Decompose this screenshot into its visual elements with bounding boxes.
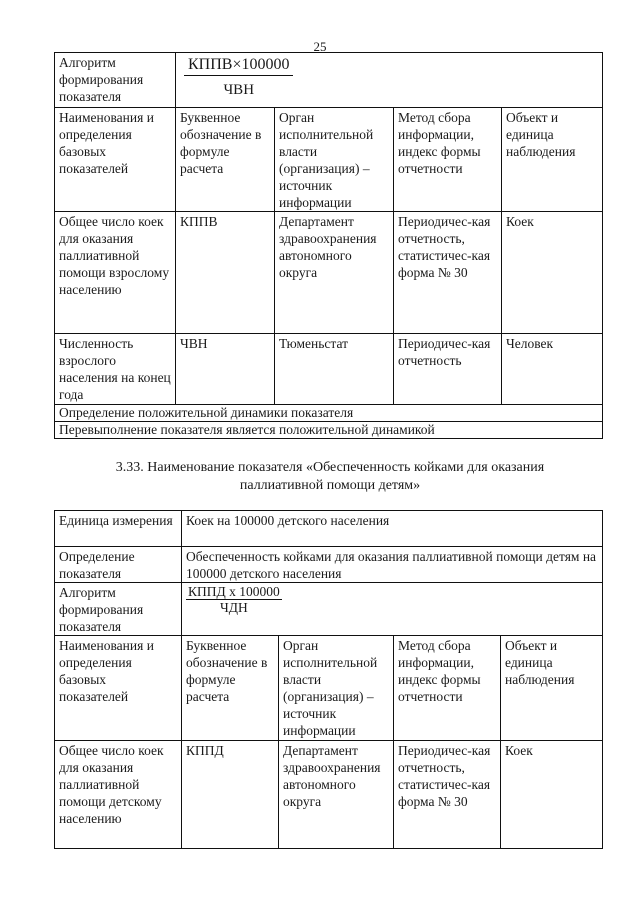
dynamics-value: Перевыполнение показателя является положительной динамикой bbox=[55, 422, 603, 439]
row-unit: Коек bbox=[502, 212, 603, 334]
header-base-indicators: Наименования и определения базовых показателей bbox=[55, 108, 176, 212]
algorithm-formula bbox=[182, 583, 603, 636]
header-letter-designation: Буквенное обозначение в формуле расчета bbox=[182, 636, 279, 741]
indicator-table-bottom bbox=[54, 510, 603, 849]
table-row bbox=[55, 741, 603, 849]
unit-value: Коек на 100000 детского населения bbox=[182, 511, 603, 547]
table-row bbox=[55, 212, 603, 334]
dynamics-value-row bbox=[55, 422, 603, 439]
row-indicator-name: Общее число коек для оказания паллиативной помощи детскому населению bbox=[55, 741, 182, 849]
formula-numerator: КППД х 100000 bbox=[188, 584, 280, 599]
table-header-row bbox=[55, 108, 603, 212]
algorithm-label: Алгоритм формирования показателя bbox=[55, 583, 182, 636]
row-letter-code: КППД bbox=[182, 741, 279, 849]
definition-value: Обеспеченность койками для оказания паллиативной помощи детям на 100000 детского населения bbox=[182, 547, 603, 583]
table-header-row bbox=[55, 636, 603, 741]
header-collection-method: Метод сбора информации, индекс формы отчетности bbox=[394, 108, 502, 212]
row-method: Периодичес-кая отчетность bbox=[394, 334, 502, 405]
header-source-authority: Орган исполнительной власти (организация) – источник информации bbox=[275, 108, 394, 212]
definition-label: Определение показателя bbox=[55, 547, 182, 583]
row-letter-code: КППВ bbox=[176, 212, 275, 334]
row-source: Департамент здравоохранения автономного округа bbox=[275, 212, 394, 334]
header-observation-unit: Объект и единица наблюдения bbox=[501, 636, 603, 741]
unit-label: Единица измерения bbox=[55, 511, 182, 547]
row-indicator-name: Общее число коек для оказания паллиативной помощи взрослому населению bbox=[55, 212, 176, 334]
dynamics-label-row bbox=[55, 405, 603, 422]
formula-denominator: ЧВН bbox=[223, 82, 255, 98]
row-source: Департамент здравоохранения автономного округа bbox=[279, 741, 394, 849]
row-unit: Коек bbox=[501, 741, 603, 849]
row-unit: Человек bbox=[502, 334, 603, 405]
row-indicator-name: Численность взрослого населения на конец года bbox=[55, 334, 176, 405]
row-method: Периодичес-кая отчетность, статистичес-кая форма № 30 bbox=[394, 741, 501, 849]
section-heading: 3.33. Наименование показателя «Обеспеченность койками для оказания паллиативной помощи детям» bbox=[115, 460, 545, 493]
algorithm-label: Алгоритм формирования показателя bbox=[55, 53, 176, 108]
header-observation-unit: Объект и единица наблюдения bbox=[502, 108, 603, 212]
formula-fraction bbox=[186, 584, 282, 616]
table-row bbox=[55, 334, 603, 405]
row-method: Периодичес-кая отчетность, статистичес-кая форма № 30 bbox=[394, 212, 502, 334]
definition-row bbox=[55, 547, 603, 583]
algorithm-row bbox=[55, 53, 603, 108]
header-base-indicators: Наименования и определения базовых показателей bbox=[55, 636, 182, 741]
dynamics-label: Определение положительной динамики показателя bbox=[55, 405, 603, 422]
formula-numerator: КППВ×100000 bbox=[184, 56, 293, 76]
indicator-table-top bbox=[54, 52, 603, 439]
row-letter-code: ЧВН bbox=[176, 334, 275, 405]
row-source: Тюменьстат bbox=[275, 334, 394, 405]
algorithm-row bbox=[55, 583, 603, 636]
unit-row bbox=[55, 511, 603, 547]
header-letter-designation: Буквенное обозначение в формуле расчета bbox=[176, 108, 275, 212]
header-source-authority: Орган исполнительной власти (организация) – источник информации bbox=[279, 636, 394, 741]
page-number: 25 bbox=[313, 39, 327, 54]
header-collection-method: Метод сбора информации, индекс формы отчетности bbox=[394, 636, 501, 741]
algorithm-formula bbox=[176, 53, 603, 108]
formula-denominator: ЧДН bbox=[219, 600, 248, 615]
formula-fraction bbox=[184, 56, 293, 99]
